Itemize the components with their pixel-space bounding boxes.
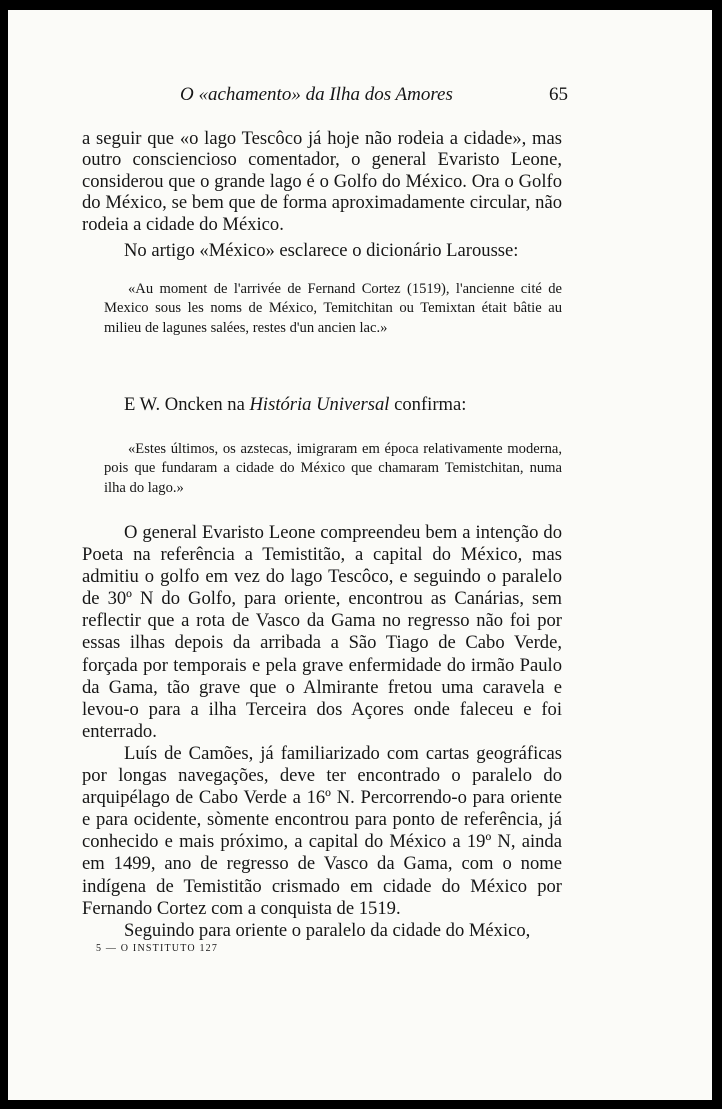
running-title (180, 82, 453, 108)
paragraph-continued: a seguir que «o lago Tescôco já hoje não rodeia a cidade», mas outro consciencioso comentador, o general Evaristo Leone, considerou que o grande lago é o Golfo do México. Ora o Golfo do México, se bem que de forma aproximadamente circular, não rodeia a cidade do México. (82, 128, 562, 235)
intro-oncken-part: confirma: (389, 394, 467, 415)
intro-larousse: No artigo «México» esclarece o dicionário Larousse: (124, 240, 519, 261)
main-text (82, 522, 562, 942)
intro-oncken-part: E W. Oncken na (124, 394, 250, 415)
work-title: História Universal (249, 394, 390, 415)
paragraph: Seguindo para oriente o paralelo da cidade do México, (124, 919, 531, 941)
running-title-part: Ilha dos Amores (324, 84, 453, 105)
page-number: 65 (549, 84, 568, 105)
running-header (180, 82, 568, 108)
paragraph: O general Evaristo Leone compreendeu bem a intenção do Poeta na referência a Temistitão, a capital do México, mas admitiu o golfo em vez do lago Tescôco, e seguindo o paralelo de 30º N do Golfo, para oriente, encontrou as Canárias, sem reflectir que a rota de Vasco da Gama no regresso não foi por essas ilhas depois da arribada a São Tiago de Cabo Verde, forçada por temporais e pela grave enfermidade do irmão Paulo da Gama, tão grave que o Almirante fretou uma caravela e levou-o para a ilha Terceira dos Açores onde faleceu e foi enterrado. (82, 522, 562, 742)
block-quote-larousse (104, 280, 562, 338)
signature-mark: 5 — O INSTITUTO 127 (96, 943, 219, 954)
intro-oncken (82, 394, 562, 416)
running-title-part: da (305, 84, 325, 105)
block-quote-oncken (104, 440, 562, 498)
quote-text: «Estes últimos, os azstecas, imigraram em época relativamente moderna, pois que fundaram a cidade do México que chamaram Temistchitan, numa ilha do lago.» (104, 441, 562, 496)
quote-text: «Au moment de l'arrivée de Fernand Cortez (1519), l'ancienne cité de Mexico sous les noms de México, Temitchitan ou Temixtan était bâtie au milieu de lagunes salées, restes d'un ancien lac.» (104, 281, 562, 336)
paragraph: Luís de Camões, já familiarizado com cartas geográficas por longas navegações, deve ter encontrado o paralelo do arquipélago de Cabo Verde a 16º N. Percorrendo-o para oriente e para ocidente, sòmente encontrou para ponto de referência, já conhecido e mais próximo, a capital do México a 19º N, ainda em 1499, ano de regresso de Vasco da Gama, com o nome indígena de Temistitão crismado em cidade do México por Fernando Cortez com a conquista de 1519. (82, 742, 562, 919)
running-title-part: O «achamento» (180, 84, 306, 105)
document-page (8, 10, 712, 1100)
